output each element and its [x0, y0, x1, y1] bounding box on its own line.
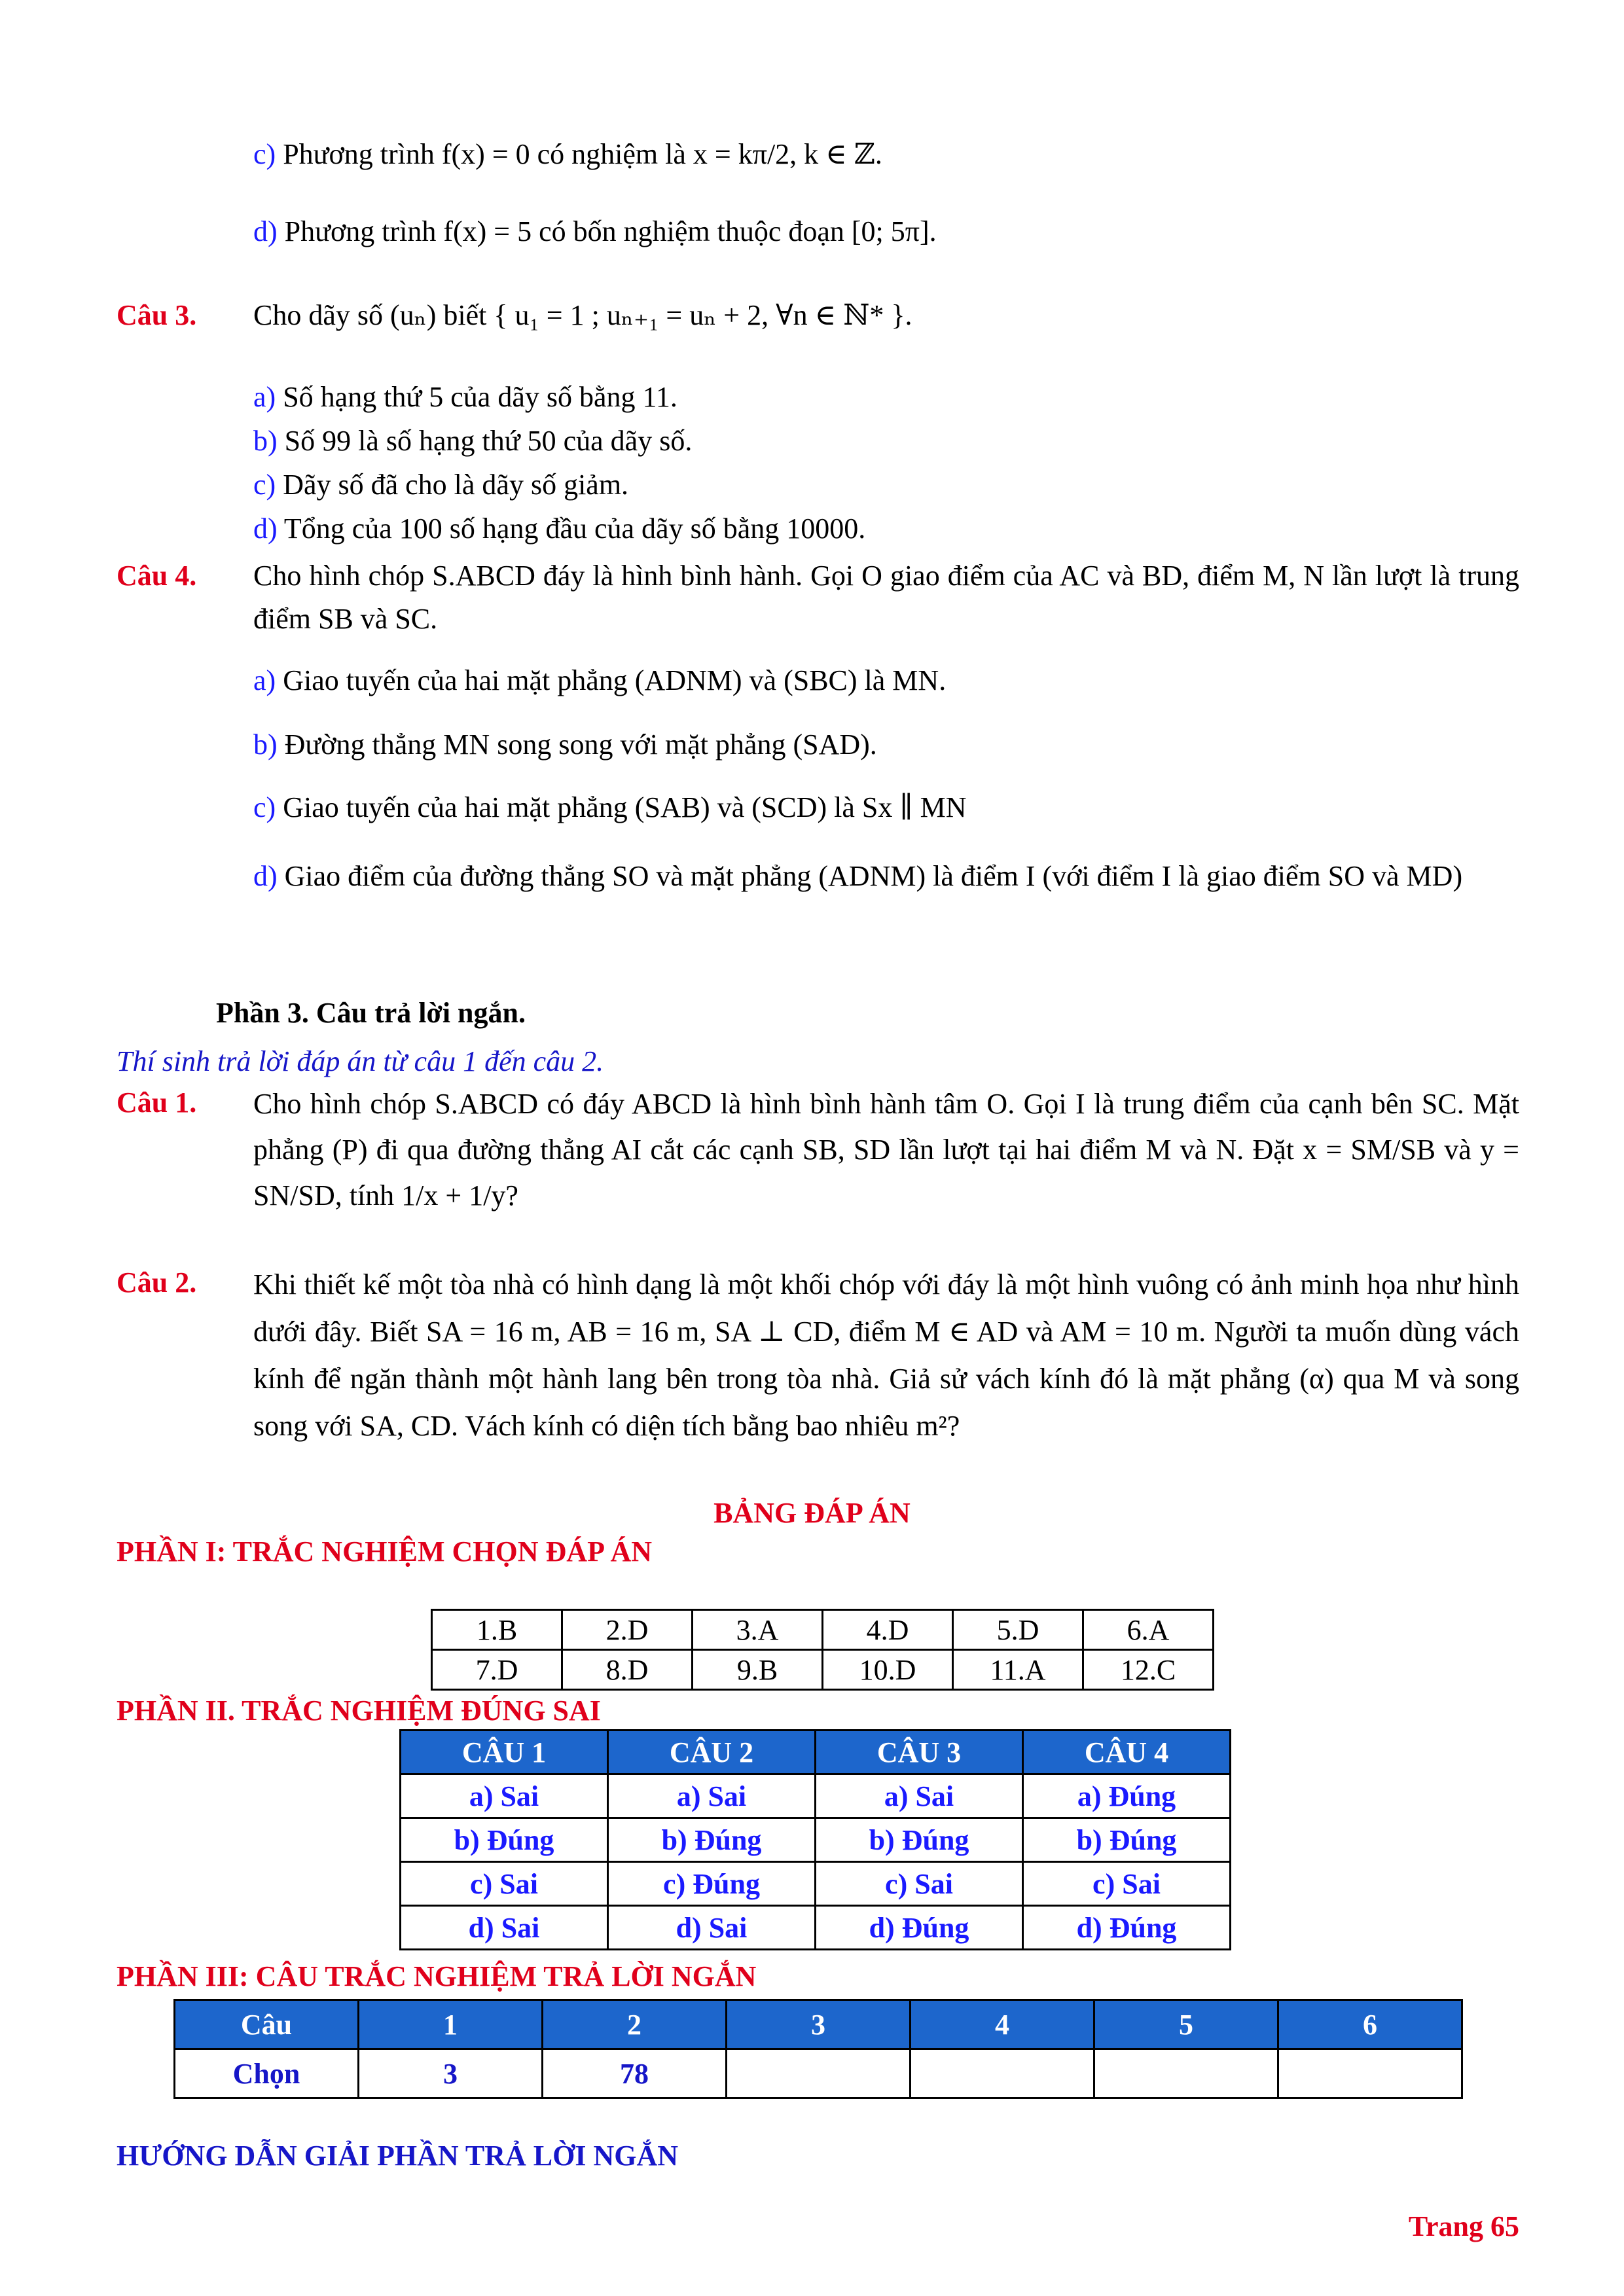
table-cell: 11.A	[953, 1650, 1083, 1690]
table-cell: 3.A	[693, 1610, 823, 1650]
item-text: Phương trình f(x) = 5 có bốn nghiệm thuộc đoạn [0; 5π].	[284, 215, 937, 247]
option-c	[253, 788, 967, 827]
question-number: Câu 4.	[117, 560, 197, 592]
option-d	[253, 848, 1519, 905]
item-label: d)	[253, 215, 278, 247]
option-b	[253, 422, 692, 461]
table-header-cell: 1	[359, 2000, 543, 2049]
option-text: Số hạng thứ 5 của dãy số bằng 11.	[283, 381, 677, 413]
option-label: d)	[253, 860, 278, 892]
table-header-cell: 4	[911, 2000, 1094, 2049]
table-cell: b) Đúng	[816, 1818, 1023, 1862]
table-cell	[1094, 2049, 1278, 2098]
table-header-cell: CÂU 4	[1023, 1731, 1231, 1774]
page-number: Trang 65	[1408, 2210, 1519, 2242]
table-cell: 12.C	[1083, 1650, 1214, 1690]
table-cell: b) Đúng	[608, 1818, 816, 1862]
table-row	[432, 1610, 1214, 1650]
part1-title: PHẦN I: TRẮC NGHIỆM CHỌN ĐÁP ÁN	[117, 1535, 653, 1568]
table-header-cell: 5	[1094, 2000, 1278, 2049]
answer-table-title: BẢNG ĐÁP ÁN	[713, 1497, 911, 1529]
part2-title: PHẦN II. TRẮC NGHIỆM ĐÚNG SAI	[117, 1695, 601, 1727]
option-c	[253, 465, 628, 505]
part3-instruction: Thí sinh trả lời đáp án từ câu 1 đến câu 2.	[117, 1045, 604, 1077]
table-cell: a) Sai	[608, 1774, 816, 1818]
option-label: d)	[253, 512, 278, 545]
table-row	[401, 1862, 1231, 1906]
table-cell	[911, 2049, 1094, 2098]
question-text: Cho hình chóp S.ABCD đáy là hình bình hành. Gọi O giao điểm của AC và BD, điểm M, N lần lượt là trung điểm SB và SC.	[253, 560, 1519, 635]
table-header-cell: 6	[1278, 2000, 1462, 2049]
option-label: c)	[253, 469, 276, 501]
option-label: a)	[253, 664, 276, 696]
part3-answer-table	[173, 1999, 1463, 2099]
option-a	[253, 661, 946, 700]
option-text: Tổng của 100 số hạng đầu của dãy số bằng 10000.	[283, 512, 866, 545]
question-number: Câu 3.	[117, 299, 197, 331]
table-cell: c) Sai	[1023, 1862, 1231, 1906]
table-cell: 1.B	[432, 1610, 562, 1650]
table-cell	[1278, 2049, 1462, 2098]
table-row	[401, 1818, 1231, 1862]
option-d	[253, 509, 865, 548]
table-cell: 3	[359, 2049, 543, 2098]
table-cell: 8.D	[562, 1650, 693, 1690]
guide-title: HƯỚNG DẪN GIẢI PHẦN TRẢ LỜI NGẮN	[117, 2140, 679, 2172]
table-cell: d) Đúng	[816, 1906, 1023, 1950]
table-cell: b) Đúng	[1023, 1818, 1231, 1862]
table-cell: a) Sai	[401, 1774, 608, 1818]
option-a	[253, 378, 677, 417]
table-cell: 7.D	[432, 1650, 562, 1690]
option-text: Dãy số đã cho là dãy số giảm.	[283, 469, 629, 501]
part2-answer-table	[399, 1729, 1231, 1950]
table-cell: 6.A	[1083, 1610, 1214, 1650]
question-text: Cho dãy số (uₙ) biết { u₁ = 1 ; uₙ₊₁ = uₙ + 2, ∀n ∈ ℕ* }.	[253, 299, 912, 331]
item-label: c)	[253, 138, 276, 170]
part3-answer-title: PHẦN III: CÂU TRẮC NGHIỆM TRẢ LỜI NGẮN	[117, 1960, 757, 1992]
option-label: b)	[253, 728, 278, 761]
table-cell: 10.D	[823, 1650, 953, 1690]
top-item-d	[253, 212, 937, 251]
table-cell: d) Sai	[608, 1906, 816, 1950]
table-header-cell: CÂU 2	[608, 1731, 816, 1774]
table-header-cell: Câu	[175, 2000, 359, 2049]
table-cell: a) Sai	[816, 1774, 1023, 1818]
option-text: Giao tuyến của hai mặt phẳng (SAB) và (SCD) là Sx ∥ MN	[283, 791, 967, 823]
table-cell: 5.D	[953, 1610, 1083, 1650]
part1-answer-table	[431, 1609, 1214, 1691]
table-cell: c) Sai	[401, 1862, 608, 1906]
question-text: Cho hình chóp S.ABCD có đáy ABCD là hình bình hành tâm O. Gọi I là trung điểm của cạnh bên SC. Mặt phẳng (P) đi qua đường thẳng AI cắt các cạnh SB, SD lần lượt tại hai điểm M và N. Đặt x = SM/SB và y = SN/SD, tính 1/x + 1/y?	[253, 1088, 1519, 1211]
table-row	[401, 1906, 1231, 1950]
table-cell: 2.D	[562, 1610, 693, 1650]
option-text: Giao điểm của đường thẳng SO và mặt phẳng (ADNM) là điểm I (với điểm I là giao điểm SO và MD)	[284, 860, 1463, 892]
table-cell: d) Đúng	[1023, 1906, 1231, 1950]
option-label: c)	[253, 791, 276, 823]
table-cell: d) Sai	[401, 1906, 608, 1950]
table-cell: 4.D	[823, 1610, 953, 1650]
option-label: a)	[253, 381, 276, 413]
option-text: Đường thẳng MN song song với mặt phẳng (SAD).	[284, 728, 877, 761]
table-cell: 9.B	[693, 1650, 823, 1690]
table-cell: c) Sai	[816, 1862, 1023, 1906]
table-cell: 78	[543, 2049, 727, 2098]
table-header-cell: 2	[543, 2000, 727, 2049]
top-item-c	[253, 135, 882, 174]
option-label: b)	[253, 425, 278, 457]
item-text: Phương trình f(x) = 0 có nghiệm là x = kπ/2, k ∈ ℤ.	[283, 138, 882, 170]
option-text: Số 99 là số hạng thứ 50 của dãy số.	[284, 425, 693, 457]
option-text: Giao tuyến của hai mặt phẳng (ADNM) và (SBC) là MN.	[283, 664, 947, 696]
table-cell: Chọn	[175, 2049, 359, 2098]
table-header-cell: CÂU 1	[401, 1731, 608, 1774]
table-header-cell: CÂU 3	[816, 1731, 1023, 1774]
table-cell: a) Đúng	[1023, 1774, 1231, 1818]
table-header-cell: 3	[727, 2000, 911, 2049]
part3-title: Phần 3. Câu trả lời ngắn.	[216, 997, 526, 1029]
table-cell: b) Đúng	[401, 1818, 608, 1862]
table-cell: c) Đúng	[608, 1862, 816, 1906]
question-text: Khi thiết kế một tòa nhà có hình dạng là một khối chóp với đáy là một hình vuông có ảnh minh họa như hình dưới đây. Biết SA = 16 m, AB = 16 m, SA ⊥ CD, điểm M ∈ AD và AM = 10 m. Người ta muốn dùng vách kính để ngăn thành một hành lang bên trong tòa nhà. Giả sử vách kính đó là mặt phẳng (α) qua M và song song với SA, CD. Vách kính có diện tích bằng bao nhiêu m²?	[253, 1268, 1519, 1442]
table-header-row	[401, 1731, 1231, 1774]
question-number: Câu 1.	[117, 1086, 197, 1119]
question-number: Câu 2.	[117, 1266, 197, 1299]
table-header-row	[175, 2000, 1462, 2049]
table-row	[432, 1650, 1214, 1690]
option-b	[253, 725, 877, 764]
table-row	[401, 1774, 1231, 1818]
table-cell	[727, 2049, 911, 2098]
table-row	[175, 2049, 1462, 2098]
